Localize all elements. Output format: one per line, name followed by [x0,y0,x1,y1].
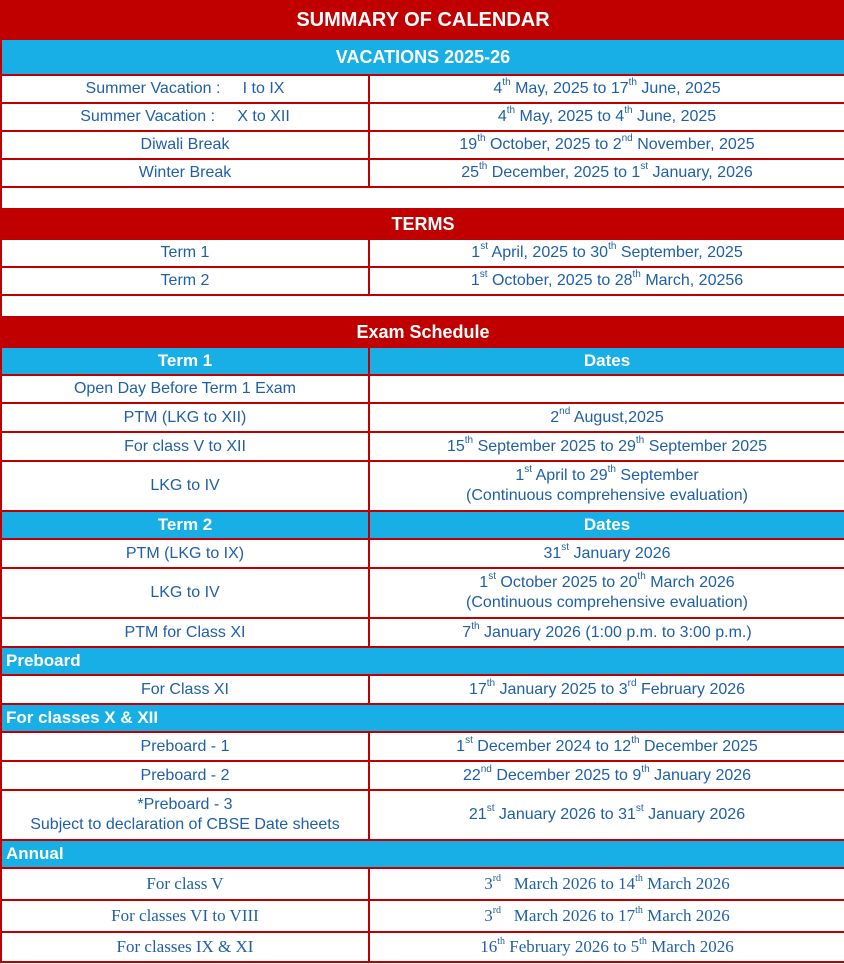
row-date: 25th December, 2025 to 1st January, 2026 [369,159,844,187]
row-date: 15th September 2025 to 29th September 2025 [369,432,844,461]
term1-header-row [1,347,844,375]
row-date: 1st April to 29th September (Continuous comprehensive evaluation) [369,461,844,511]
row-date: 2nd August,2025 [369,403,844,432]
row-date: 1st December 2024 to 12th December 2025 [369,732,844,761]
row-date: 16th February 2026 to 5th March 2026 [369,932,844,962]
table-row [1,103,844,131]
table-row [1,732,844,761]
row-label: Winter Break [1,159,369,187]
spacer-row [1,295,844,317]
preboard-header-row [1,647,844,675]
row-label: Preboard - 2 [1,761,369,790]
row-date [369,375,844,403]
term2-header: Term 2 [1,511,369,539]
vacations-header: VACATIONS 2025-26 [1,39,844,75]
table-row [1,159,844,187]
table-row [1,239,844,267]
row-label: Summer Vacation : I to IX [1,75,369,103]
exam-schedule-header: Exam Schedule [1,317,844,347]
row-label: For class V to XII [1,432,369,461]
row-label: Term 1 [1,239,369,267]
row-label: Open Day Before Term 1 Exam [1,375,369,403]
preboard-header: Preboard [1,647,844,675]
table-row [1,568,844,618]
row-label: Preboard - 1 [1,732,369,761]
row-date: 3rd March 2026 to 17th March 2026 [369,900,844,932]
classes-x-xii-header-row [1,704,844,732]
row-date: 1st October, 2025 to 28th March, 20256 [369,267,844,295]
table-row [1,761,844,790]
table-row [1,932,844,962]
row-label: PTM for Class XI [1,618,369,647]
table-row [1,900,844,932]
row-label: For classes IX & XI [1,932,369,962]
row-label: Summer Vacation : X to XII [1,103,369,131]
classes-x-xii-header: For classes X & XII [1,704,844,732]
row-label: PTM (LKG to IX) [1,539,369,568]
row-label: Diwali Break [1,131,369,159]
terms-header-row [1,209,844,239]
row-date: 7th January 2026 (1:00 p.m. to 3:00 p.m.) [369,618,844,647]
row-date: 22nd December 2025 to 9th January 2026 [369,761,844,790]
term1-dates-header: Dates [369,347,844,375]
table-row [1,868,844,900]
row-date: 4th May, 2025 to 4th June, 2025 [369,103,844,131]
row-date: 19th October, 2025 to 2nd November, 2025 [369,131,844,159]
table-row [1,375,844,403]
exam-schedule-header-row [1,317,844,347]
table-row [1,403,844,432]
row-label: For Class XI [1,675,369,704]
row-date: 4th May, 2025 to 17th June, 2025 [369,75,844,103]
table-row [1,539,844,568]
term1-header: Term 1 [1,347,369,375]
row-label: For class V [1,868,369,900]
row-label: For classes VI to VIII [1,900,369,932]
row-date: 3rd March 2026 to 14th March 2026 [369,868,844,900]
row-date: 1st April, 2025 to 30th September, 2025 [369,239,844,267]
row-label: LKG to IV [1,568,369,618]
terms-header: TERMS [1,209,844,239]
table-row [1,618,844,647]
term2-dates-header: Dates [369,511,844,539]
page-title: SUMMARY OF CALENDAR [1,1,844,39]
table-row [1,461,844,511]
row-label: PTM (LKG to XII) [1,403,369,432]
table-row [1,432,844,461]
spacer [1,295,844,317]
spacer [1,187,844,209]
title-row [1,1,844,39]
row-date: 17th January 2025 to 3rd February 2026 [369,675,844,704]
row-label: *Preboard - 3 Subject to declaration of CBSE Date sheets [1,790,369,840]
row-label: Term 2 [1,267,369,295]
annual-header-row [1,840,844,868]
spacer-row [1,187,844,209]
vacations-header-row [1,39,844,75]
annual-header: Annual [1,840,844,868]
table-row [1,267,844,295]
row-label: LKG to IV [1,461,369,511]
term2-header-row [1,511,844,539]
table-row [1,75,844,103]
table-row [1,131,844,159]
table-row [1,790,844,840]
row-date: 21st January 2026 to 31st January 2026 [369,790,844,840]
table-row [1,675,844,704]
row-date: 31st January 2026 [369,539,844,568]
row-date: 1st October 2025 to 20th March 2026 (Continuous comprehensive evaluation) [369,568,844,618]
